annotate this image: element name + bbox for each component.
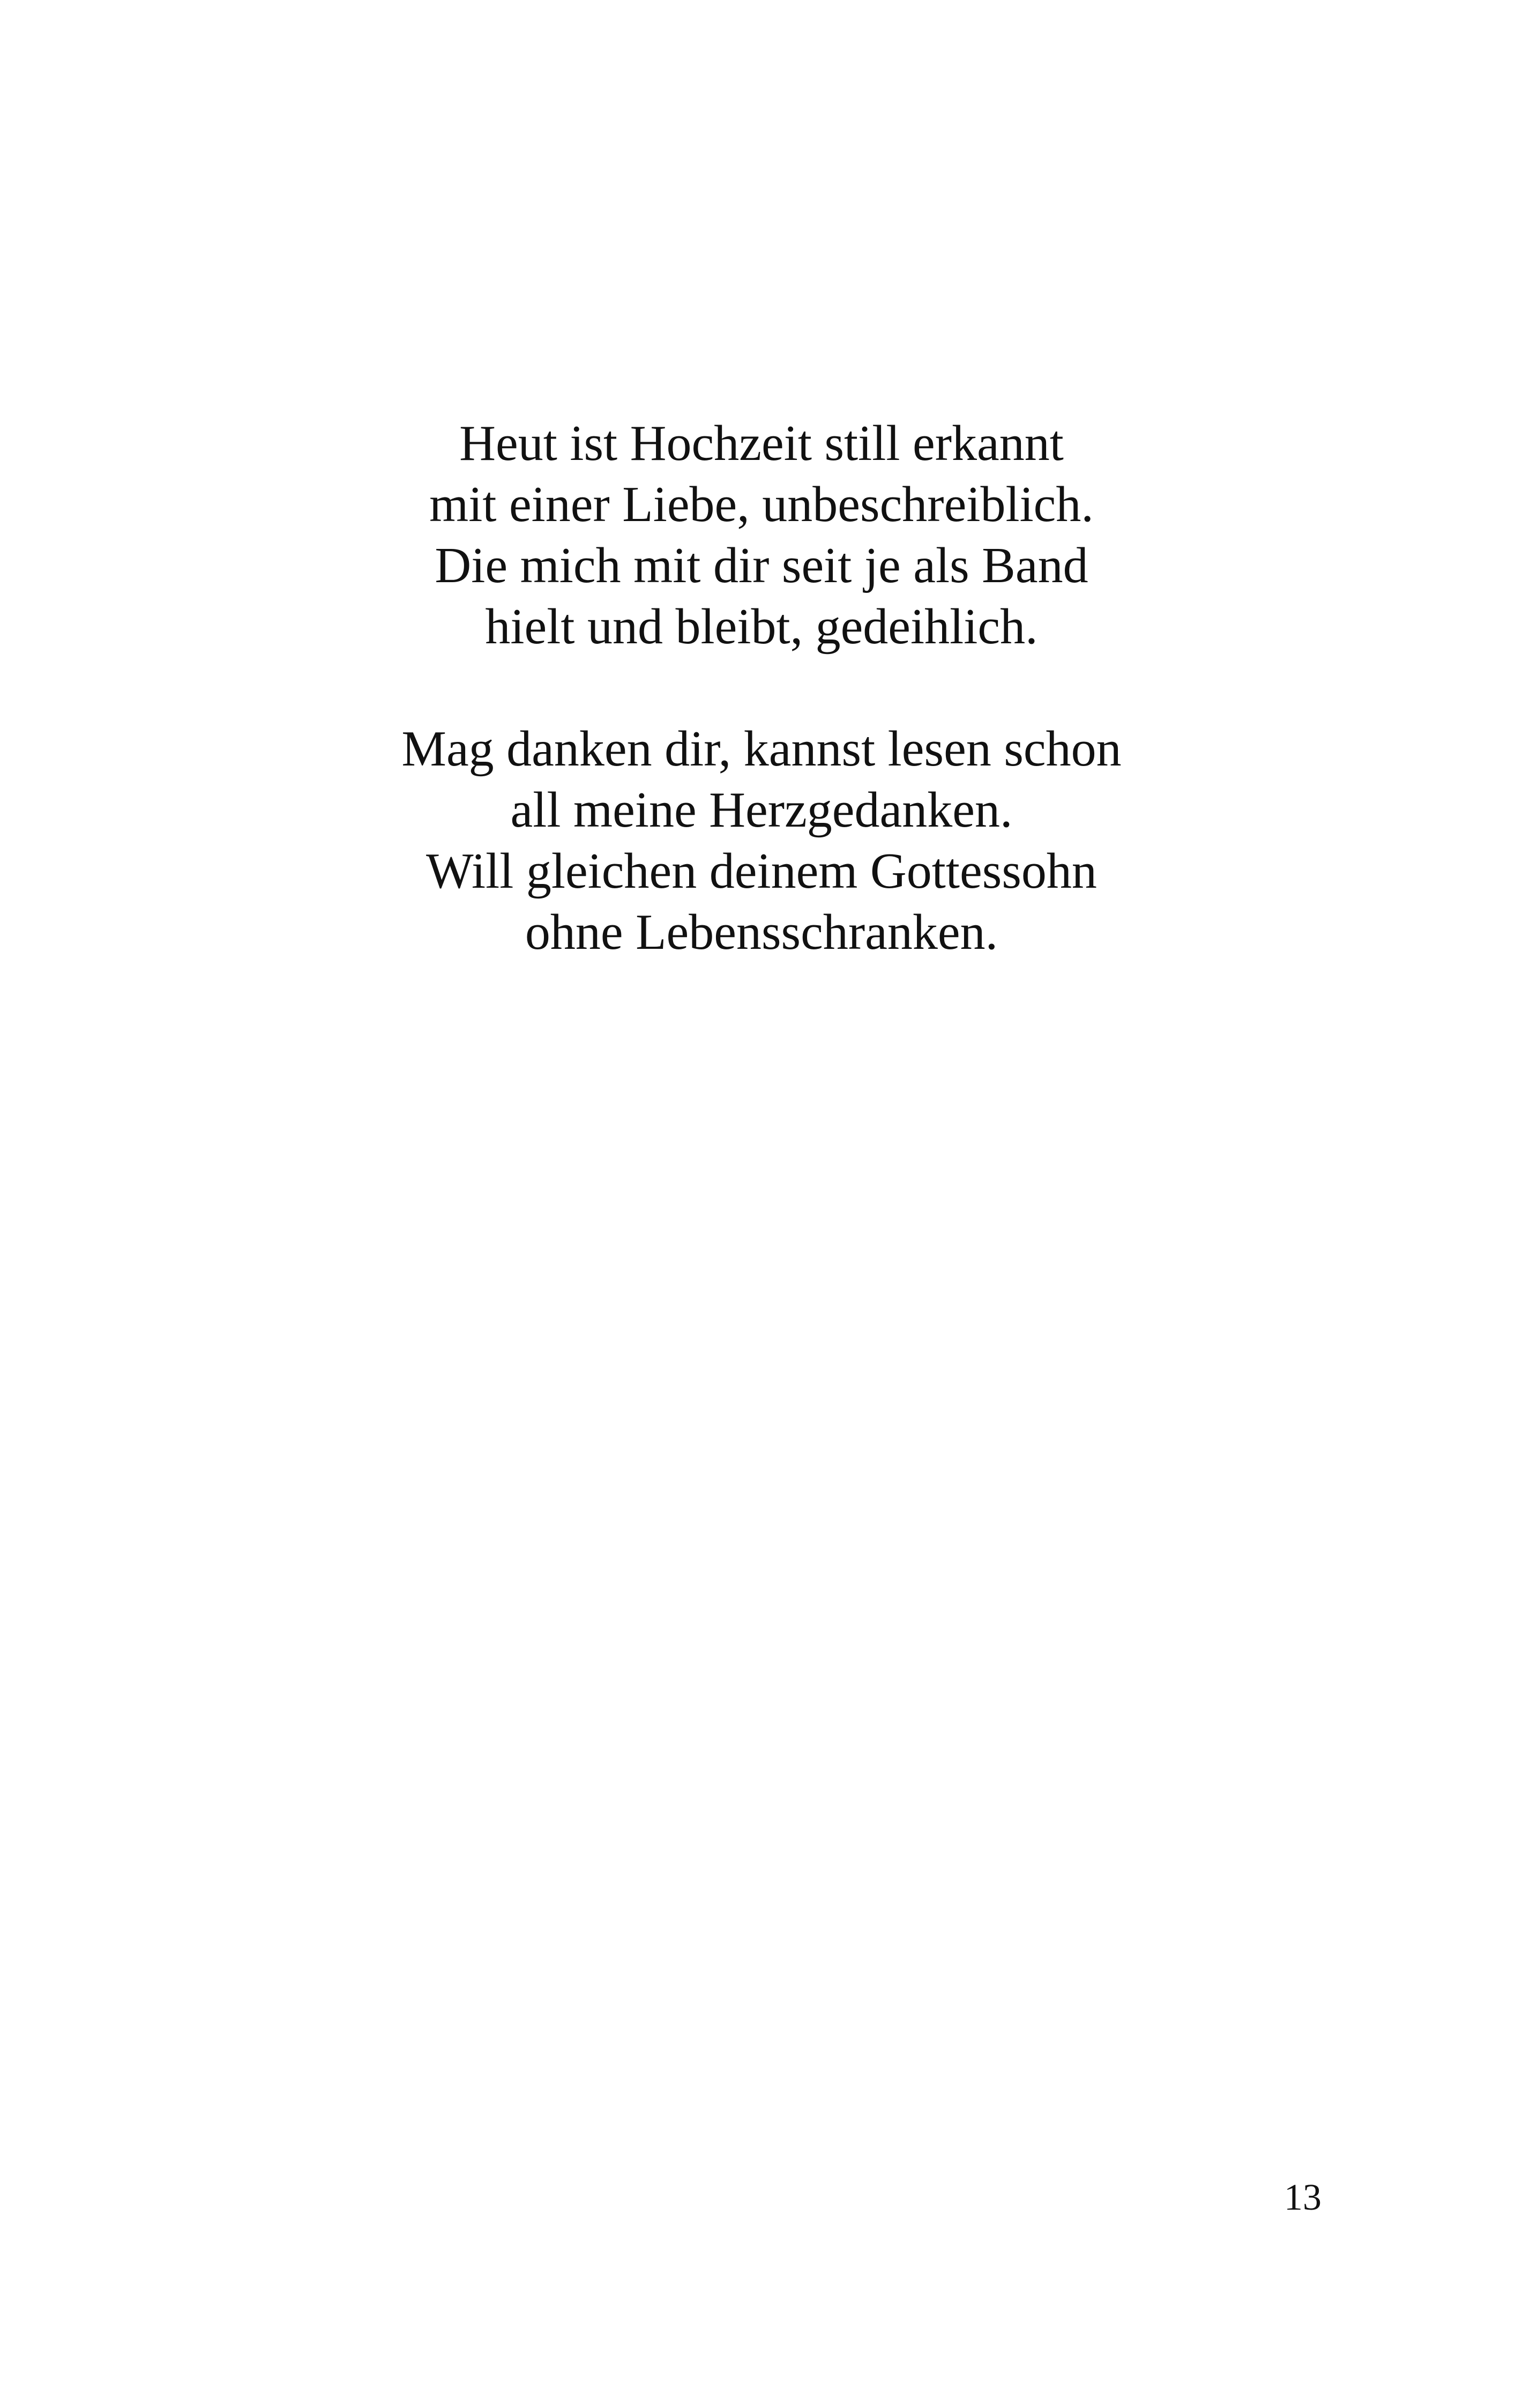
poem-line: Heut ist Hochzeit still erkannt <box>459 415 1064 471</box>
poem-line: Die mich mit dir seit je als Band <box>435 538 1088 593</box>
poem-line: all meine Herzgedanken. <box>510 782 1013 838</box>
poem-line: Mag danken dir, kannst lesen schon <box>401 721 1122 777</box>
poem-line: Will gleichen deinem Gottessohn <box>426 843 1097 899</box>
page-number: 13 <box>1284 2177 1322 2218</box>
stanza-1 <box>0 413 1523 657</box>
poem-line: ohne Lebensschranken. <box>525 904 998 960</box>
poem-line: mit einer Liebe, unbeschreiblich. <box>429 477 1094 532</box>
poem <box>0 413 1523 963</box>
poem-line: hielt und bleibt, gedeihlich. <box>485 599 1038 655</box>
stanza-2 <box>0 718 1523 963</box>
